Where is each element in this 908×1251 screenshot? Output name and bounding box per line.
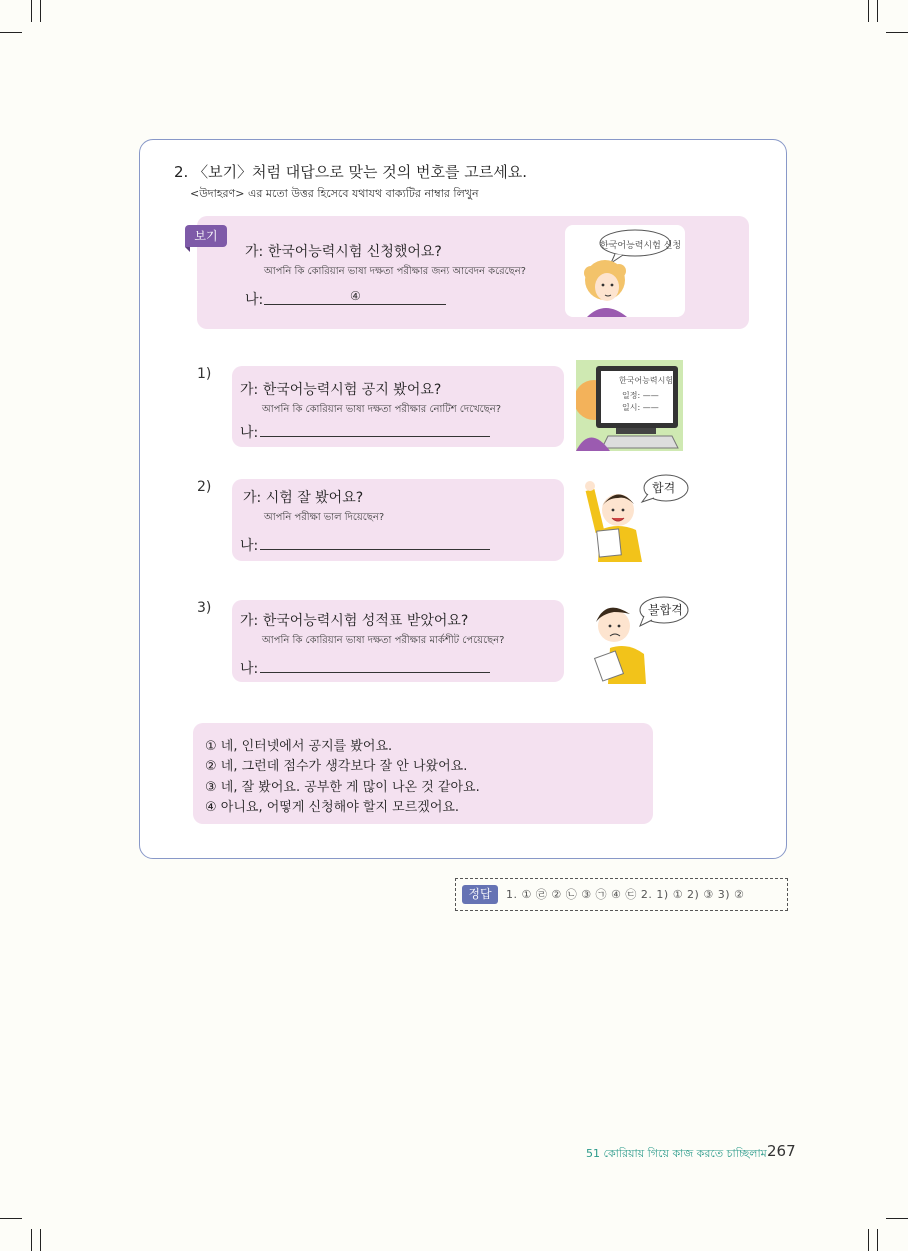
item-1-screen-line: 일시: —— [622,403,659,412]
answer-key-label: 정답 [462,885,498,904]
item-1-question: 가: 한국어능력시험 공지 봤어요? [240,382,442,398]
item-2-answer-label: 나: [240,538,259,554]
item-1-question-translation: আপনি কি কোরিয়ান ভাষা দক্ষতা পরীক্ষার নোটিশ দেখেছেন? [262,404,502,415]
example-question: 가: 한국어능력시험 신청했어요? [245,244,442,260]
crop-mark [868,0,869,22]
crop-mark [886,32,908,33]
item-number: 1) [197,366,212,382]
example-question-translation: আপনি কি কোরিয়ান ভাষা দক্ষতা পরীক্ষার জন্য আবেদন করেছেন? [264,266,526,277]
choice-item: ② 네, 그런데 점수가 생각보다 잘 안 나왔어요. [205,759,468,774]
item-number: 3) [197,600,212,616]
crop-mark [31,0,32,22]
item-1-screen-line: 일정: —— [622,391,659,400]
crop-mark [0,1218,22,1219]
crop-mark [886,1218,908,1219]
item-2-question: 가: 시험 잘 봤어요? [243,490,364,506]
example-answer: ④ [350,289,361,303]
choice-item: ③ 네, 잘 봤어요. 공부한 게 많이 나온 것 같아요. [205,780,480,795]
crop-mark [40,0,41,22]
page-number: 267 [767,1142,796,1160]
choice-item: ④ 아니요, 어떻게 신청해야 할지 모르겠어요. [205,800,460,815]
item-3-answer-label: 나: [240,661,259,677]
item-2-bubble-text: 합격 [652,481,676,495]
chapter-footer: 51 কোরিয়ায় গিয়ে কাজ করতে চাচ্ছিলাম [586,1147,767,1160]
item-3-answer-blank [260,672,490,673]
example-bubble-text: 한국어능력시험 신청 [600,241,682,251]
item-number: 2) [197,479,212,495]
crop-mark [868,1229,869,1251]
question-title: 2. 〈보기〉처럼 대답으로 맞는 것의 번호를 고르세요. [174,163,528,181]
choices-box [193,723,653,824]
item-2-answer-blank [260,549,490,550]
answer-key-text: 1. ① ㉣ ② ㉡ ③ ㉠ ④ ㉢ 2. 1) ① 2) ③ 3) ② [506,888,745,901]
example-answer-label: 나: [245,292,264,308]
item-3-question-translation: আপনি কি কোরিয়ান ভাষা দক্ষতা পরীক্ষার মার্কশীট পেয়েছেন? [262,635,505,646]
crop-mark [877,1229,878,1251]
choice-item: ① 네, 인터넷에서 공지를 봤어요. [205,739,393,754]
crop-mark [877,0,878,22]
item-1-answer-blank [260,436,490,437]
example-tag: 보기 [185,225,227,247]
item-1-answer-label: 나: [240,425,259,441]
crop-mark [0,32,22,33]
example-answer-blank [264,304,446,305]
question-subtitle: <উদাহরণ> এর মতো উত্তর হিসেবে যথাযথ বাক্যটির নাম্বার লিখুন [190,187,479,200]
item-2-question-translation: আপনি পরীক্ষা ভাল দিয়েছেন? [264,512,385,523]
item-3-question: 가: 한국어능력시험 성적표 받았어요? [240,613,469,629]
item-1-screen-title: 한국어능력시험 [619,376,674,385]
crop-mark [40,1229,41,1251]
answer-key-box [455,878,788,911]
item-3-bubble-text: 불합격 [648,603,683,617]
crop-mark [31,1229,32,1251]
